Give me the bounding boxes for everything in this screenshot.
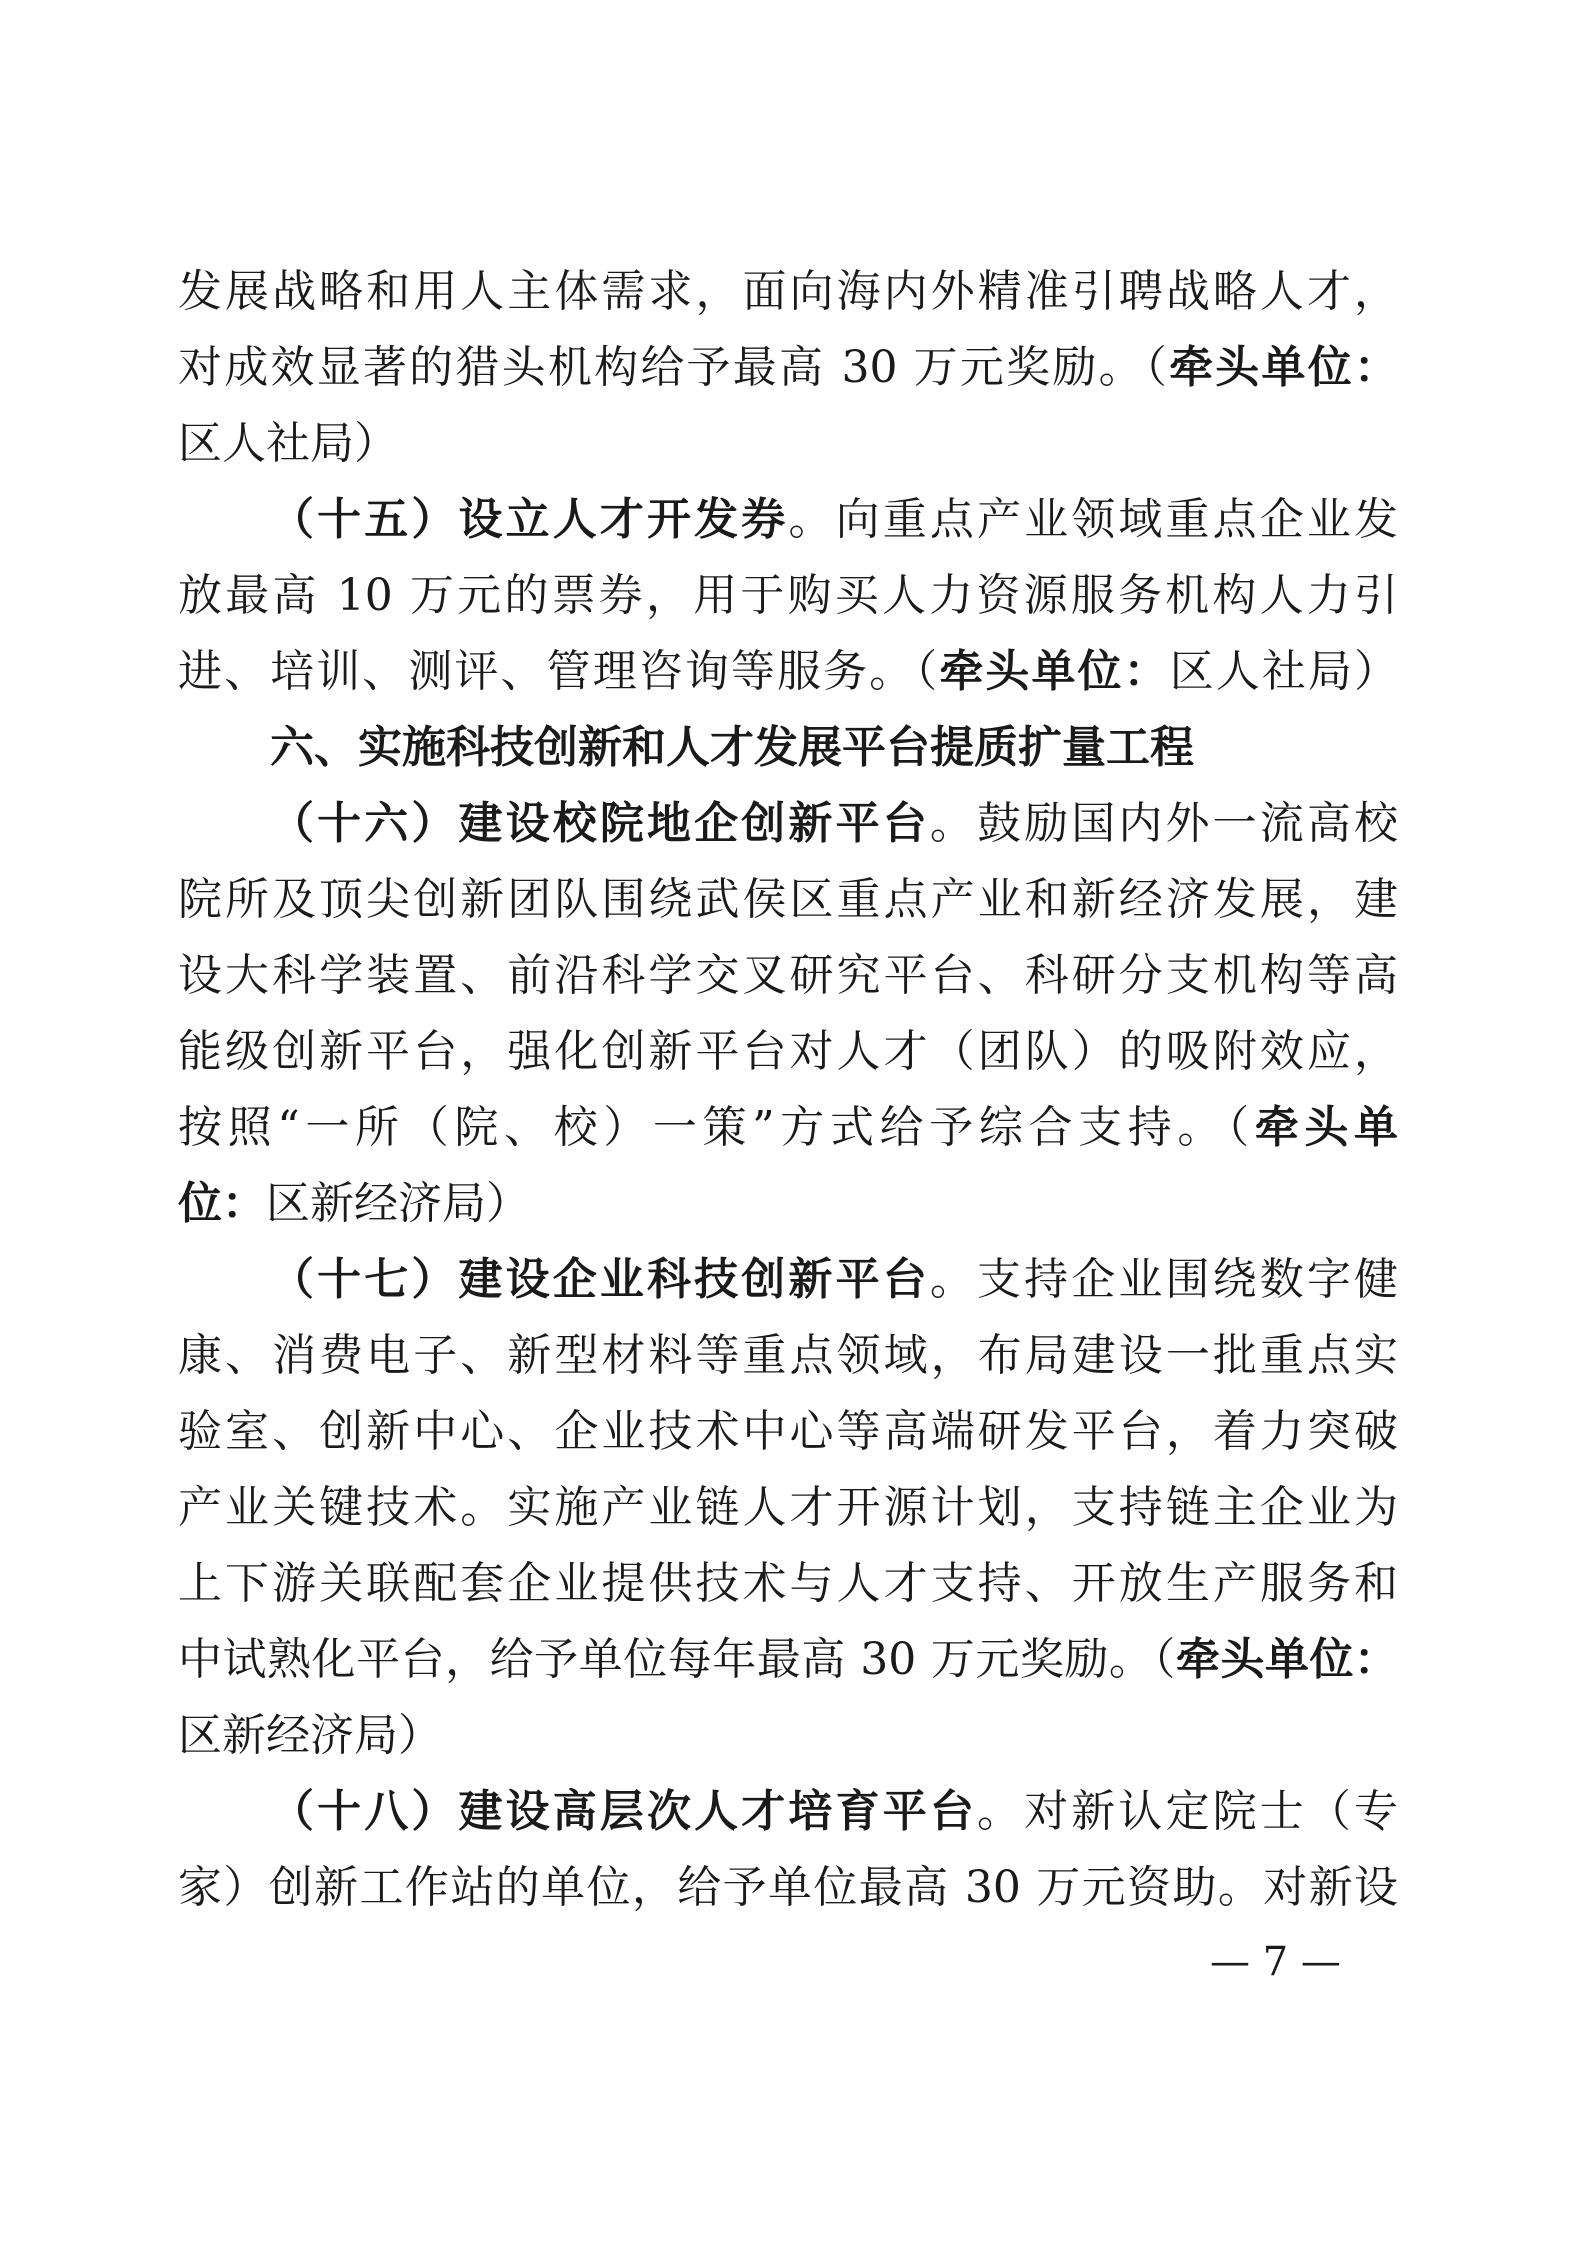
body-line [178, 1174, 1398, 1234]
body-line [270, 1250, 1398, 1310]
text-run: 产业关键技术。实施产业链人才开源计划，支持链主企业为 [178, 1482, 1398, 1533]
body-line [178, 1478, 1398, 1538]
item-title: （十五）设立人才开发券 [270, 494, 789, 545]
body-line [178, 1098, 1398, 1158]
lead-unit-label: 牵头单位： [939, 646, 1170, 697]
item-title: （十七）建设企业科技创新平台 [270, 1254, 930, 1305]
body-line [178, 262, 1398, 322]
body-line [178, 1630, 1398, 1690]
body-line [178, 1554, 1398, 1614]
text-run: 放最高 10 万元的票券，用于购买人力资源服务机构人力引 [178, 570, 1398, 621]
page-number: — 7 — [1210, 1939, 1341, 1985]
lead-unit-label: 牵头单位： [1175, 1634, 1398, 1685]
body-line [178, 1326, 1398, 1386]
body-line [270, 490, 1398, 550]
item-title: （十八）建设高层次人才培育平台 [270, 1786, 977, 1837]
lead-unit-name: 区人社局） [1169, 646, 1398, 697]
body-line [178, 338, 1398, 398]
text-run: 。向重点产业领域重点企业发 [788, 494, 1398, 545]
text-run: 验室、创新中心、企业技术中心等高端研发平台，着力突破 [178, 1406, 1398, 1457]
text-run: 。支持企业围绕数字健 [929, 1254, 1398, 1305]
text-run: 家）创新工作站的单位，给予单位最高 30 万元资助。对新设 [178, 1862, 1398, 1913]
text-run: 对成效显著的猎头机构给予最高 30 万元奖励。（ [178, 342, 1170, 393]
text-run: 。对新认定院士（专 [976, 1786, 1398, 1837]
body-line [178, 642, 1398, 702]
body-line [178, 1022, 1398, 1082]
text-run: 院所及顶尖创新团队围绕武侯区重点产业和新经济发展，建 [178, 874, 1398, 925]
body-line [178, 946, 1398, 1006]
body-line [178, 566, 1398, 626]
lead-unit-name: 区新经济局） [178, 1710, 442, 1761]
text-run: 中试熟化平台，给予单位每年最高 30 万元奖励。（ [178, 1634, 1176, 1685]
lead-unit-label: 牵头单位： [1169, 342, 1398, 393]
text-run: 发展战略和用人主体需求，面向海内外精准引聘战略人才， [178, 266, 1398, 317]
text-run: 设大科学装置、前沿科学交叉研究平台、科研分支机构等高 [178, 950, 1398, 1001]
body-line [270, 794, 1398, 854]
body-line [178, 870, 1398, 930]
item-title: （十六）建设校院地企创新平台 [270, 798, 930, 849]
text-run: 上下游关联配套企业提供技术与人才支持、开放生产服务和 [178, 1558, 1398, 1609]
lead-unit-name: 区新经济局） [266, 1178, 530, 1229]
text-run: 能级创新平台，强化创新平台对人才（团队）的吸附效应， [178, 1026, 1398, 1077]
body-line [270, 1782, 1398, 1842]
body-line [178, 1402, 1398, 1462]
lead-unit-name: 区人社局） [178, 418, 398, 469]
text-run: 按照“一所（院、校）一策”方式给予综合支持。（ [178, 1102, 1255, 1153]
lead-unit-label: 牵头单 [1254, 1102, 1398, 1153]
text-run: 进、培训、测评、管理咨询等服务。（ [178, 646, 940, 697]
text-run: 康、消费电子、新型材料等重点领域，布局建设一批重点实 [178, 1330, 1398, 1381]
text-run: 。鼓励国内外一流高校 [929, 798, 1398, 849]
lead-unit-label: 位： [178, 1178, 266, 1229]
section-heading: 六、实施科技创新和人才发展平台提质扩量工程 [270, 722, 1194, 773]
body-line [178, 1858, 1398, 1918]
body-line [178, 414, 1398, 474]
body-line [178, 1706, 1398, 1766]
